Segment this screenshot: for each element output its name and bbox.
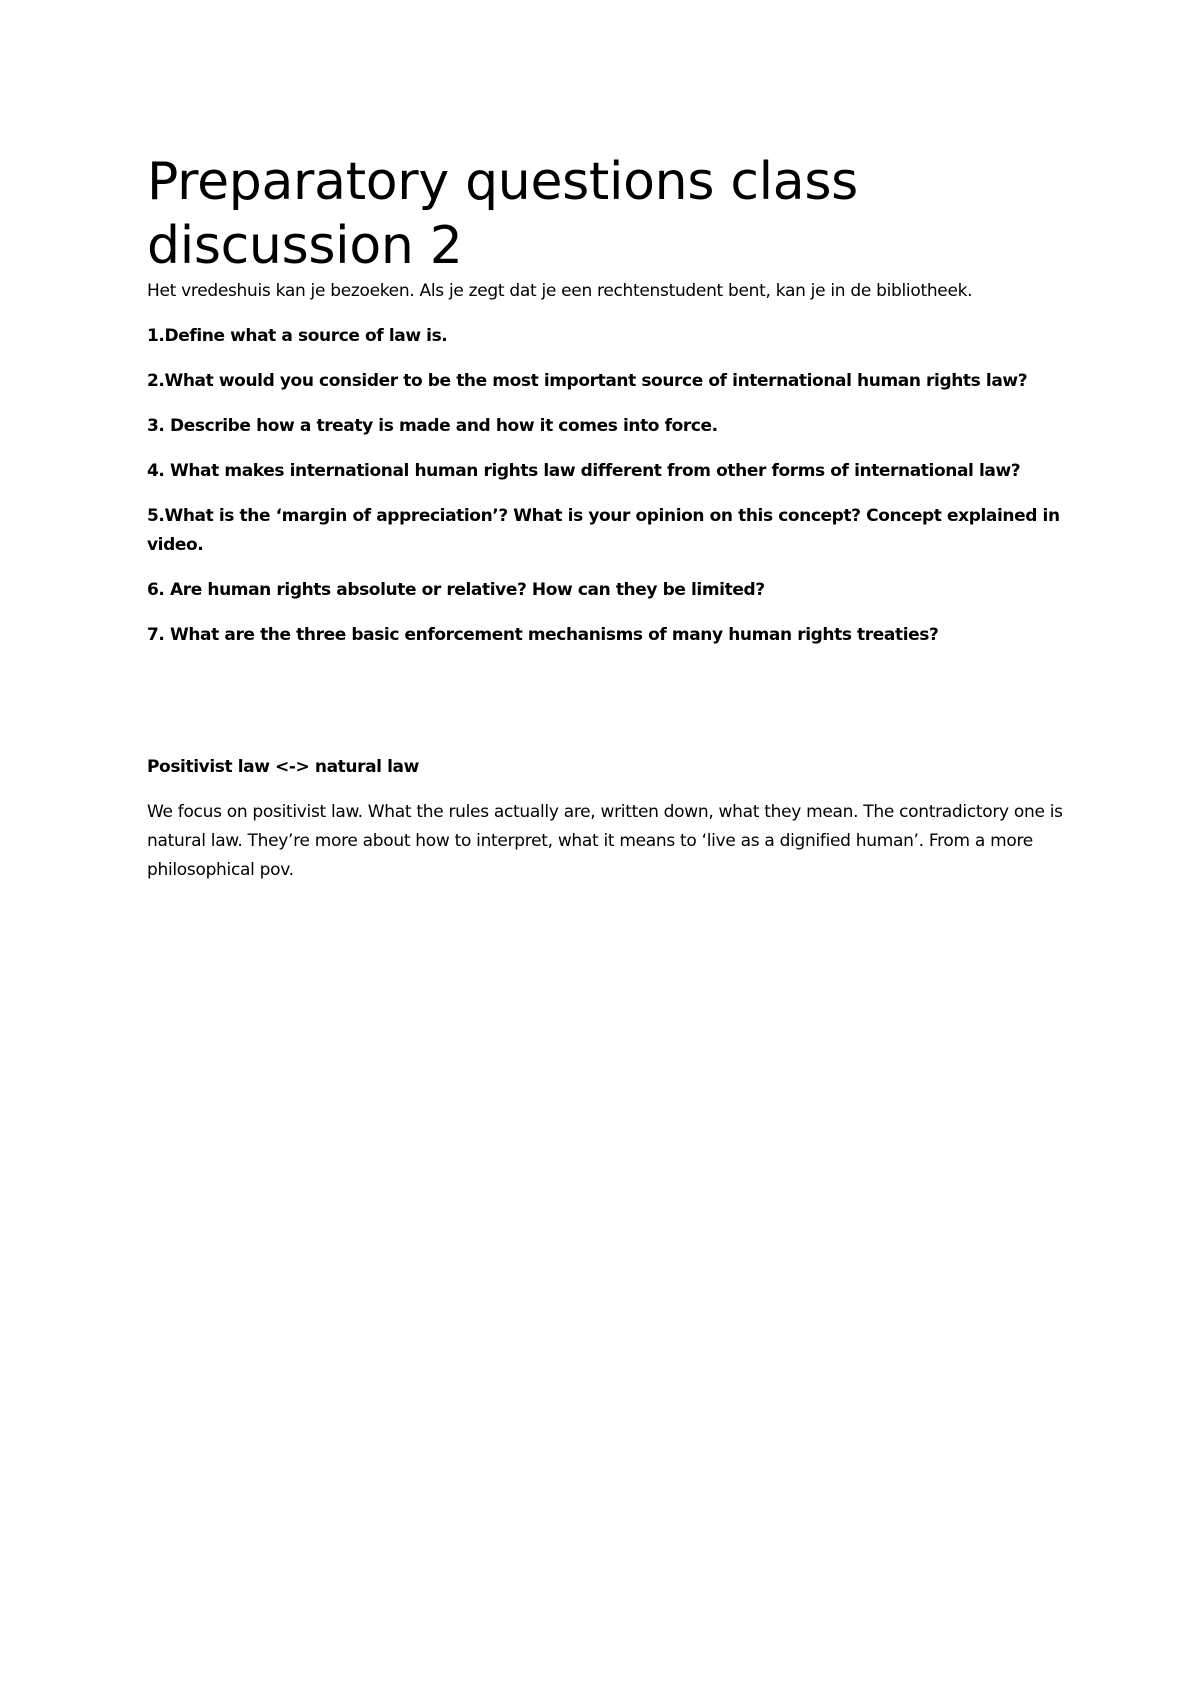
document-title: Preparatory questions class discussion 2 xyxy=(147,152,858,276)
document-content xyxy=(147,150,1077,885)
question-list xyxy=(147,322,1077,650)
section-body: We focus on positivist law. What the rules actually are, written down, what they mean. The contradictory one is natural law. They’re more about how to interpret, what it means to ‘live as a dignified human’. From a more philosophical pov. xyxy=(147,802,1063,880)
question-6: 6. Are human rights absolute or relative? How can they be limited? xyxy=(147,580,765,600)
section-heading: Positivist law <-> natural law xyxy=(147,757,419,777)
intro-paragraph: Het vredeshuis kan je bezoeken. Als je zegt dat je een rechtenstudent bent, kan je in de bibliotheek. xyxy=(147,281,973,301)
question-1: 1.Define what a source of law is. xyxy=(147,326,448,346)
question-7: 7. What are the three basic enforcement mechanisms of many human rights treaties? xyxy=(147,625,939,645)
question-5: 5.What is the ‘margin of appreciation’? What is your opinion on this concept? Concept explained in video. xyxy=(147,506,1060,555)
question-2: 2.What would you consider to be the most important source of international human rights law? xyxy=(147,371,1028,391)
question-4: 4. What makes international human rights law different from other forms of international law? xyxy=(147,461,1021,481)
question-3: 3. Describe how a treaty is made and how it comes into force. xyxy=(147,416,718,436)
